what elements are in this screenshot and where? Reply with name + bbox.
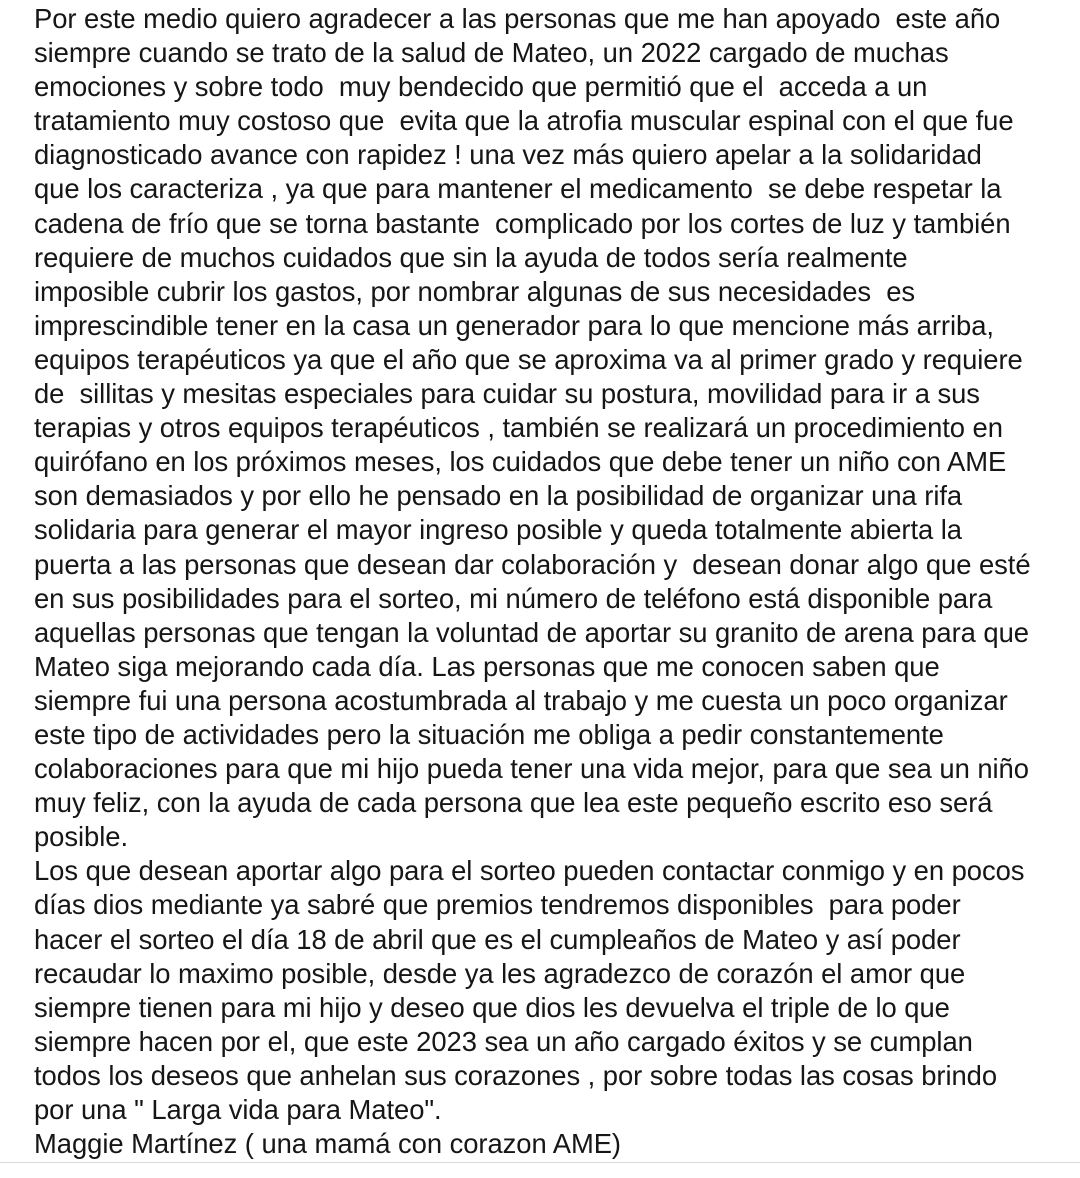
text-line: imprescindible tener en la casa un generador para lo que mencione más arriba, (34, 309, 994, 341)
text-line: aquellas personas que tengan la voluntad de aportar su granito de arena para que (34, 616, 1029, 648)
text-line: puerta a las personas que desean dar colaboración y desean donar algo que esté (34, 548, 1031, 580)
text-line: Por este medio quiero agradecer a las personas que me han apoyado este año (34, 3, 1001, 34)
text-line: muy feliz, con la ayuda de cada persona que lea este pequeño escrito eso será (34, 787, 993, 819)
text-line: cadena de frío que se torna bastante complicado por los cortes de luz y también (34, 207, 1011, 239)
text-line: siempre cuando se trato de la salud de Mateo, un 2022 cargado de muchas (34, 37, 949, 69)
post-text (34, 2, 1064, 1161)
text-line: son demasiados y por ello he pensado en la posibilidad de organizar una rifa (34, 480, 963, 512)
text-line: solidaria para generar el mayor ingreso posible y queda totalmente abierta la (34, 514, 962, 546)
text-line: Mateo siga mejorando cada día. Las personas que me conocen saben que (34, 650, 940, 682)
text-line: Los que desean aportar algo para el sorteo pueden contactar conmigo y en pocos (34, 855, 1025, 887)
text-line: emociones y sobre todo muy bendecido que permitió que el acceda a un (34, 71, 928, 103)
divider (0, 1162, 1080, 1163)
text-line: colaboraciones para que mi hijo pueda tener una vida mejor, para que sea un niño (34, 753, 1029, 785)
text-line: todos los deseos que anhelan sus corazones , por sobre todas las cosas brindo (34, 1059, 998, 1091)
text-line: recaudar lo maximo posible, desde ya les agradezco de corazón el amor que (34, 957, 966, 989)
text-line: por una " Larga vida para Mateo". (34, 1094, 442, 1125)
text-line: días dios mediante ya sabré que premios tendremos disponibles para poder (34, 889, 961, 921)
text-line: este tipo de actividades pero la situación me obliga a pedir constantemente (34, 718, 944, 750)
text-line: siempre tienen para mi hijo y deseo que dios les devuelva el triple de lo que (34, 991, 950, 1023)
text-line: que los caracteriza , ya que para mantener el medicamento se debe respetar la (34, 173, 1002, 205)
signature-line: Maggie Martínez ( una mamá con corazon AME) (34, 1128, 622, 1160)
text-line: diagnosticado avance con rapidez ! una vez más quiero apelar a la solidaridad (34, 139, 982, 171)
text-line: en sus posibilidades para el sorteo, mi número de teléfono está disponible para (34, 582, 993, 614)
text-line: imposible cubrir los gastos, por nombrar algunas de sus necesidades es (34, 275, 916, 307)
text-line: de sillitas y mesitas especiales para cuidar su postura, movilidad para ir a sus (34, 378, 980, 410)
text-line: equipos terapéuticos ya que el año que se aproxima va al primer grado y requiere (34, 343, 1023, 375)
text-line: quirófano en los próximos meses, los cuidados que debe tener un niño con AME (34, 446, 1007, 478)
text-line: siempre fui una persona acostumbrada al trabajo y me cuesta un poco organizar (34, 684, 1008, 716)
text-line: hacer el sorteo el día 18 de abril que es el cumpleaños de Mateo y así poder (34, 923, 961, 955)
text-line: tratamiento muy costoso que evita que la atrofia muscular espinal con el que fue (34, 105, 1014, 137)
text-line: terapias y otros equipos terapéuticos , también se realizará un procedimiento en (34, 412, 1003, 444)
text-line: siempre hacen por el, que este 2023 sea un año cargado éxitos y se cumplan (34, 1025, 973, 1057)
text-line: requiere de muchos cuidados que sin la ayuda de todos sería realmente (34, 241, 908, 273)
text-line: posible. (34, 821, 129, 853)
